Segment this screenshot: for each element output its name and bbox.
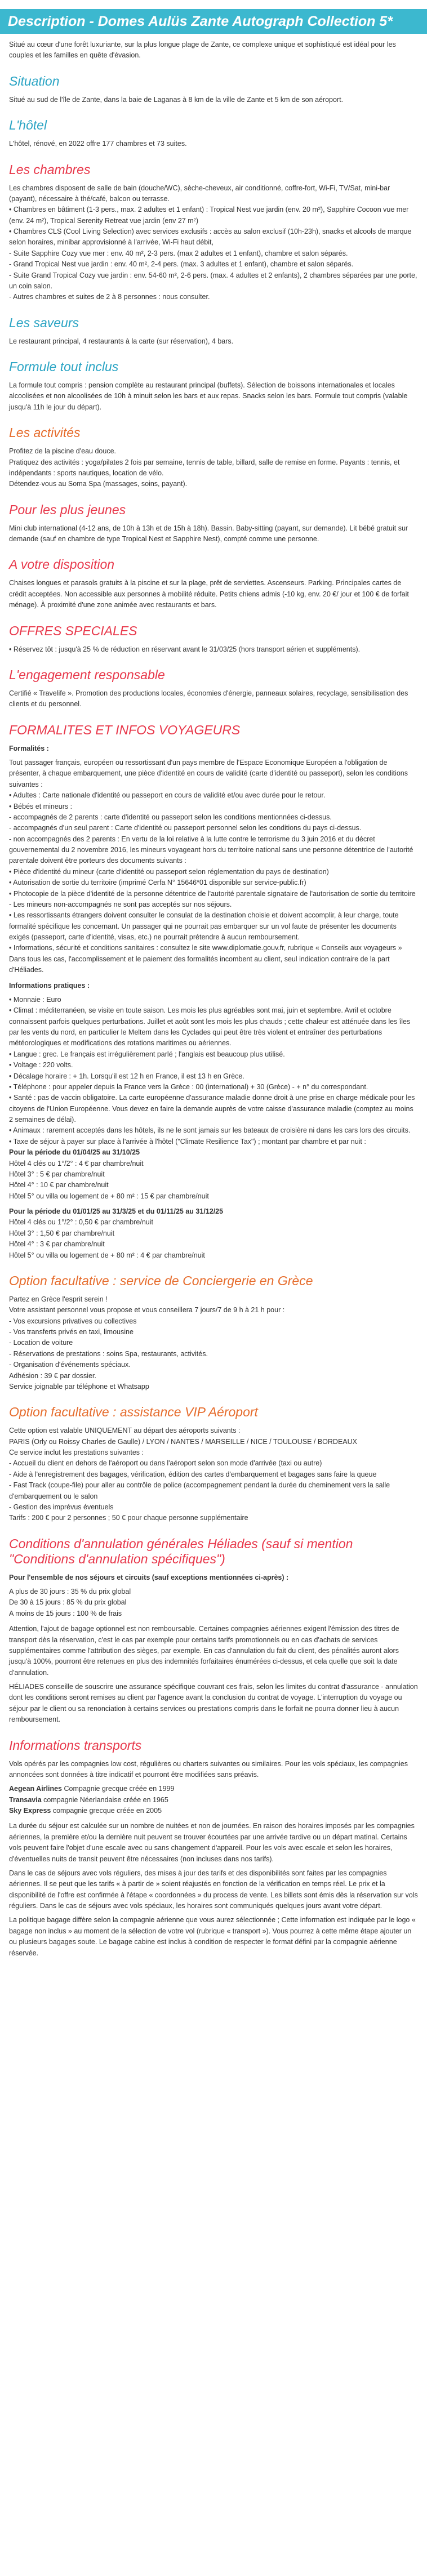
hotel-title: L'hôtel bbox=[9, 118, 47, 133]
activites-line: Pratiquez des activités : yoga/pilates 2 fois par semaine, tennis de table, billard, salle de remise en forme. Payants : tennis, et indépendants : sports nautiques, location de vélo. bbox=[9, 458, 400, 477]
infos-subtitle: Informations pratiques : bbox=[9, 981, 90, 990]
tax-line: Hôtel 4° : 3 € par chambre/nuit bbox=[9, 1240, 105, 1249]
conciergerie-line: - Location de voiture bbox=[9, 1339, 73, 1347]
vip-line: Cette option est valable UNIQUEMENT au départ des aéroports suivants : bbox=[9, 1427, 241, 1435]
activites-line: Détendez-vous au Soma Spa (massages, soins, payant). bbox=[9, 480, 188, 488]
formalites-line: - accompagnés de 2 parents : carte d'identité ou passeport selon les conditions mentionnées ci-dessus. bbox=[9, 813, 332, 821]
infos-line: • Animaux : rarement acceptés dans les hôtels, ils ne le sont jamais sur les bateaux de croisière ni dans les cars lors des circuits. bbox=[9, 1126, 411, 1135]
tax-line: Hôtel 4° : 10 € par chambre/nuit bbox=[9, 1181, 109, 1189]
tax-line: Hôtel 3° : 1,50 € par chambre/nuit bbox=[9, 1229, 115, 1237]
disposition-title: A votre disposition bbox=[9, 557, 115, 572]
tax-period-title: Pour la période du 01/04/25 au 31/10/25 bbox=[9, 1148, 140, 1157]
conciergerie-list bbox=[9, 1294, 418, 1392]
infos-line: • Voltage : 220 volts. bbox=[9, 1061, 73, 1069]
formalites-line: • Photocopie de la pièce d'identité de la personne détentrice de l'autorité parentale signataire de l'autorisation de sortie du territoire bbox=[9, 889, 416, 898]
chambres-line: - Grand Tropical Nest vue jardin : env. 40 m², 2-4 pers. (max. 3 adultes et 1 enfant), chambre et salon séparés. bbox=[9, 260, 354, 269]
page bbox=[0, 9, 427, 1959]
disposition-text: Chaises longues et parasols gratuits à la piscine et sur la plage, prêt de serviettes. Ascenseurs. Parking. Principales cartes de crédit acceptées. Non accessible aux personnes à mobilité réduite. Petits chiens admis (-10 kg, env. 20 €/ jour et 100 € de forfait ménage). À proximité d'une zone animée avec restaurants et bars. bbox=[9, 579, 409, 609]
company-desc: Compagnie grecque créée en 1999 bbox=[62, 1785, 175, 1793]
offres-text: • Réservez tôt : jusqu'à 25 % de réduction en réservant avant le 31/03/25 (hors transport aérien et suppléments). bbox=[9, 645, 361, 653]
formalites-line: - accompagnés d'un seul parent : Carte d'identité ou passeport personnel selon les conditions du pays ci-dessus. bbox=[9, 824, 362, 832]
conciergerie-line: Votre assistant personnel vous propose et vous conseillera 7 jours/7 de 9 h à 21 h pour : bbox=[9, 1306, 285, 1314]
infos-line: • Santé : pas de vaccin obligatoire. La carte européenne d'assurance maladie donne droit à une prise en charge médicale pour les citoyens de l'Union Européenne. Vous devez en faire la demande auprès de votre caisse d'assurance maladie (comptez au moins 2 semaines de délai). bbox=[9, 1094, 415, 1124]
company-item bbox=[9, 1795, 418, 1806]
conciergerie-line: - Vos excursions privatives ou collectives bbox=[9, 1317, 137, 1325]
formalites-subtitle: Formalités : bbox=[9, 744, 49, 752]
hotel-text: L'hôtel, rénové, en 2022 offre 177 chambres et 73 suites. bbox=[9, 140, 187, 148]
annulation-line: A moins de 15 jours : 100 % de frais bbox=[9, 1609, 122, 1617]
chambres-title: Les chambres bbox=[9, 162, 91, 177]
annulation-para: HÉLIADES conseille de souscrire une assurance spécifique couvrant ces frais, selon les limites du contrat d'assurance - annulation dont les conditions seront remises au client par l'agence avant la conclusion du contrat de voyage. L'interruption du voyage ou séjour par le client ou sa renonciation à certains services ou prestations compris dans le forfait ne pourra donner lieu à aucun remboursement. bbox=[9, 1683, 418, 1724]
tax-line: Hôtel 5° ou villa ou logement de + 80 m² : 4 € par chambre/nuit bbox=[9, 1251, 205, 1259]
formalites-line: • Informations, sécurité et conditions sanitaires : consultez le site www.diplomatie.gouv.fr, rubrique « Conseils aux voyageurs » bbox=[9, 944, 402, 952]
conciergerie-line: - Vos transferts privés en taxi, limousine bbox=[9, 1328, 134, 1336]
vip-line: - Aide à l'enregistrement des bagages, vérification, édition des cartes d'embarquement et bagages sans faire la queue bbox=[9, 1470, 377, 1478]
company-item bbox=[9, 1784, 418, 1794]
formalites-line: - non accompagnés des 2 parents : En vertu de la loi relative à la lutte contre le terrorisme du 3 juin 2016 et du décret gouvernemental du 2 novembre 2016, les mineurs voyageant hors du territoire national sans une personne détentrice de l'autorité parentale doivent être porteurs des documents suivants : bbox=[9, 835, 413, 865]
jeunes-text: Mini club international (4-12 ans, de 10h à 13h et de 15h à 18h). Bassin. Baby-sitting (payant, sur demande). Lit bébé gratuit sur demande (sauf en chambre de type Tropical Nest et Sapphire Nest), compté comme une personne. bbox=[9, 524, 408, 543]
annulation-title: Conditions d'annulation générales Héliades (sauf si mention "Conditions d'annulation spécifiques") bbox=[9, 1536, 353, 1566]
transports-para: La durée du séjour est calculée sur un nombre de nuitées et non de journées. En raison des horaires imposés par les compagnies aériennes, la première et/ou la dernière nuit peuvent se trouver écourtées par une arrivée tardive ou un départ matinal. Certains vols peuvent faire l'objet d'une escale avec ou sans changement d'appareil. Pour les vols avec escale et selon les horaires, d'éventuelles nuits de transit peuvent être nécessaires (non incluses dans nos tarifs). bbox=[9, 1822, 415, 1863]
situation-text: Situé au sud de l'île de Zante, dans la baie de Laganas à 8 km de la ville de Zante et 5 km de son aéroport. bbox=[9, 95, 344, 104]
formalites-line: • Pièce d'identité du mineur (carte d'identité ou passeport selon réglementation du pays de destination) bbox=[9, 867, 329, 876]
formalites-list bbox=[9, 757, 418, 976]
engagement-title: L'engagement responsable bbox=[9, 667, 165, 682]
offres-title: OFFRES SPECIALES bbox=[9, 623, 137, 638]
annulation-list bbox=[9, 1586, 418, 1619]
vip-title: Option facultative : assistance VIP Aéroport bbox=[9, 1405, 258, 1420]
formalites-line: Tout passager français, européen ou ressortissant d'un pays membre de l'Espace Economique Européen a l'obligation de présenter, à chaque embarquement, une pièce d'identité en cours de validité (carte d'identité ou passeport), selon les conditions suivantes : bbox=[9, 759, 408, 788]
vip-line: - Fast Track (coupe-file) pour aller au contrôle de police (accompagnement pendant la durée du cheminement vers la salle d'embarquement ou le salon bbox=[9, 1481, 390, 1500]
conciergerie-line: Service joignable par téléphone et Whatsapp bbox=[9, 1382, 149, 1390]
tax-line: Hôtel 4 clés ou 1°/2° : 4 € par chambre/nuit bbox=[9, 1159, 144, 1167]
company-desc: compagnie grecque créée en 2005 bbox=[51, 1807, 162, 1815]
company-name: Aegean Airlines bbox=[9, 1785, 63, 1793]
jeunes-title: Pour les plus jeunes bbox=[9, 502, 126, 517]
chambres-line: • Chambres en bâtiment (1-3 pers., max. 2 adultes et 1 enfant) : Tropical Nest vue jardin (env. 20 m²), Sapphire Cocoon vue mer (env. 24 m²), Tropical Serenity Retreat vue jardin (env 27 m²) bbox=[9, 206, 409, 225]
formalites-line: • Bébés et mineurs : bbox=[9, 802, 73, 810]
company-desc: compagnie Néerlandaise créée en 1965 bbox=[41, 1795, 168, 1804]
tax-period-title: Pour la période du 01/01/25 au 31/3/25 et du 01/11/25 au 31/12/25 bbox=[9, 1207, 224, 1215]
activites-title: Les activités bbox=[9, 425, 81, 440]
infos-line: • Taxe de séjour à payer sur place à l'arrivée à l'hôtel ("Climate Resilience Tax") ; montant par chambre et par nuit : bbox=[9, 1137, 366, 1146]
infos-list bbox=[9, 995, 418, 1261]
chambres-line: - Suite Sapphire Cozy vue mer : env. 40 m², 2-3 pers. (max 2 adultes et 1 enfant), chambre et salon séparés. bbox=[9, 249, 348, 257]
description-header bbox=[0, 9, 427, 34]
company-name: Sky Express bbox=[9, 1807, 51, 1815]
infos-line: • Décalage horaire : + 1h. Lorsqu'il est 12 h en France, il est 13 h en Grèce. bbox=[9, 1072, 244, 1080]
tax-line: Hôtel 5° ou villa ou logement de + 80 m² : 15 € par chambre/nuit bbox=[9, 1192, 209, 1200]
formalites-line: • Adultes : Carte nationale d'identité ou passeport en cours de validité et/ou avec durée pour le retour. bbox=[9, 791, 326, 800]
infos-line: • Langue : grec. Le français est irrégulièrement parlé ; l'anglais est beaucoup plus utilisé. bbox=[9, 1050, 285, 1058]
chambres-list bbox=[9, 183, 418, 303]
company-item bbox=[9, 1806, 418, 1816]
intro-text: Situé au cœur d'une forêt luxuriante, sur la plus longue plage de Zante, ce complexe unique et sophistiqué est idéal pour les couples et les familles en quête d'évasion. bbox=[9, 41, 396, 60]
infos-line: • Climat : méditerranéen, se visite en toute saison. Les mois les plus agréables sont mai, juin et septembre. Avril et octobre connaissent parfois quelques perturbations. Juillet et août sont les mois les plus chauds ; cette chaleur est atténuée dans les îles par les vents du nord, en particulier le Meltem dans les Cyclades qui peut être très violent et entraîner des perturbations météorologiques et modifications des rotations maritimes ou aériennes. bbox=[9, 1006, 411, 1048]
transports-para: Dans le cas de séjours avec vols réguliers, des mises à jour des tarifs et des disponibilités sont faites par les compagnies aériennes. Il se peut que les tarifs « à partir de » soient réajustés en fonction de la vérification en temps réel. Le prix et la disponibilité de l'offre est confirmée à l'étape « coordonnées » du process de vente. Les billets sont émis dès la réservation sur vols réguliers. Dans le cas de séjours avec vols spéciaux, les horaires sont communiqués quelques jours avant votre départ. bbox=[9, 1869, 418, 1910]
vip-line: PARIS (Orly ou Roissy Charles de Gaulle) / LYON / NANTES / MARSEILLE / NICE / TOULOUSE / BORDEAUX bbox=[9, 1437, 357, 1446]
vip-line: Tarifs : 200 € pour 2 personnes ; 50 € pour chaque personne supplémentaire bbox=[9, 1514, 248, 1522]
annulation-line: A plus de 30 jours : 35 % du prix global bbox=[9, 1588, 131, 1595]
infos-line: • Téléphone : pour appeler depuis la France vers la Grèce : 00 (international) + 30 (Grèce) - + n° du correspondant. bbox=[9, 1082, 368, 1091]
situation-title: Situation bbox=[9, 73, 60, 88]
transports-title: Informations transports bbox=[9, 1737, 142, 1753]
formalites-line: Dans tous les cas, l'accomplissement et le paiement des formalités incombent au client, seul indication contraire de la part d'Héliades. bbox=[9, 955, 390, 974]
conciergerie-title: Option facultative : service de Conciergerie en Grèce bbox=[9, 1273, 313, 1288]
tax-line: Hôtel 3° : 5 € par chambre/nuit bbox=[9, 1170, 105, 1178]
annulation-intro: Pour l'ensemble de nos séjours et circuits (sauf exceptions mentionnées ci-après) : bbox=[9, 1573, 289, 1581]
transports-intro: Vols opérés par les compagnies low cost, régulières ou charters suivantes ou similaires. Pour les vols spéciaux, les compagnies annoncées sont données à titre indicatif et pourront être modifiées sans préavis. bbox=[9, 1759, 408, 1779]
chambres-line: - Autres chambres et suites de 2 à 8 personnes : nous consulter. bbox=[9, 293, 210, 301]
formalites-line: • Autorisation de sortie du territoire (imprimé Cerfa N° 15646*01 disponible sur service-public.fr) bbox=[9, 879, 306, 887]
conciergerie-line: Partez en Grèce l'esprit serein ! bbox=[9, 1295, 108, 1303]
activites-list bbox=[9, 446, 418, 490]
activites-line: Profitez de la piscine d'eau douce. bbox=[9, 447, 117, 456]
companies-list bbox=[9, 1784, 418, 1816]
conciergerie-line: - Organisation d'événements spéciaux. bbox=[9, 1361, 131, 1369]
saveurs-text: Le restaurant principal, 4 restaurants à la carte (sur réservation), 4 bars. bbox=[9, 337, 234, 345]
vip-list bbox=[9, 1425, 418, 1523]
chambres-line: • Chambres CLS (Cool Living Selection) avec services exclusifs : accès au salon exclusif (10h-23h), snacks et alcools de marque selon horaires, minibar approvisionné à l'arrivée, Wi-Fi haut débit, bbox=[9, 228, 412, 247]
infos-line: • Monnaie : Euro bbox=[9, 995, 61, 1004]
formalites-line: - Les mineurs non-accompagnés ne sont pas acceptés sur nos séjours. bbox=[9, 900, 232, 908]
engagement-text: Certifié « Travelife ». Promotion des productions locales, économies d'énergie, panneaux solaires, recyclage, sensibilisation des clients et du personnel. bbox=[9, 689, 408, 708]
conciergerie-line: - Réservations de prestations : soins Spa, restaurants, activités. bbox=[9, 1349, 208, 1358]
vip-line: Ce service inclut les prestations suivantes : bbox=[9, 1449, 144, 1456]
annulation-line: De 30 à 15 jours : 85 % du prix global bbox=[9, 1598, 127, 1607]
tax-line: Hôtel 4 clés ou 1°/2° : 0,50 € par chambre/nuit bbox=[9, 1218, 153, 1227]
chambres-line: - Suite Grand Tropical Cozy vue jardin : env. 54-60 m², 2-6 pers. (max. 4 adultes et 2 enfants), 2 chambres séparées par une porte, un coin salon. bbox=[9, 271, 417, 290]
chambres-line: Les chambres disposent de salle de bain (douche/WC), sèche-cheveux, air conditionné, coffre-fort, Wi-Fi, TV/Sat, mini-bar (payant), nécessaire à thé/café, balcon ou terrasse. bbox=[9, 184, 390, 203]
transports-para: La politique bagage diffère selon la compagnie aérienne que vous aurez sélectionnée ; Cette information est indiquée par le logo « bagage non inclus » au moment de la sélection de votre vol (rubrique « transport »). Vous pourrez à cette même étape ajouter un ou plusieurs bagages soute. Le bagage cabine est inclus à condition de respecter le format défini par la compagnie aérienne réservée. bbox=[9, 1916, 416, 1957]
formalites-title: FORMALITES ET INFOS VOYAGEURS bbox=[9, 722, 241, 737]
vip-line: - Gestion des imprévus éventuels bbox=[9, 1503, 114, 1511]
annulation-para: Attention, l'ajout de bagage optionnel est non remboursable. Certaines compagnies aériennes exigent l'émission des titres de transport dès la réservation, c'est le cas par exemple pour certains tarifs promotionnels ou en cas d'achats de services supplémentaires comme l'attribution des sièges, par exemple. En cas d'annulation du fait du client, des pénalités auront alors jusqu'à 100%, pourront être retenues en plus des indemnités forfaitaires énumérées ci-dessus, et cela quelle que soit la date d'annulation. bbox=[9, 1625, 399, 1677]
company-name: Transavia bbox=[9, 1795, 42, 1804]
formule-text: La formule tout compris : pension complète au restaurant principal (buffets). Sélection de boissons internationales et locales alcoolisées et non alcoolisées de 10h à minuit selon les bars et aux repas. Snacks selon les bars. Formule tout compris (valable jusqu'à 11h le jour du départ). bbox=[9, 381, 408, 411]
formule-title: Formule tout inclus bbox=[9, 359, 119, 374]
header-title: Description - Domes Aulüs Zante Autograph Collection 5* bbox=[8, 14, 393, 29]
formalites-line: • Les ressortissants étrangers doivent consulter le consulat de la destination choisie et doivent accomplir, à leur charge, toute formalité spécifique les concernant. Un passager qui ne pourrait pas embarquer sur un vol faute de présenter les documents exigés (passeport, carte d'identité, visas, etc.) ne pourrait prétendre à aucun remboursement. bbox=[9, 911, 399, 941]
vip-line: - Accueil du client en dehors de l'aéroport ou dans l'aéroport selon son mode d'arrivée (taxi ou autre) bbox=[9, 1459, 322, 1468]
saveurs-title: Les saveurs bbox=[9, 315, 79, 330]
conciergerie-line: Adhésion : 39 € par dossier. bbox=[9, 1371, 96, 1380]
